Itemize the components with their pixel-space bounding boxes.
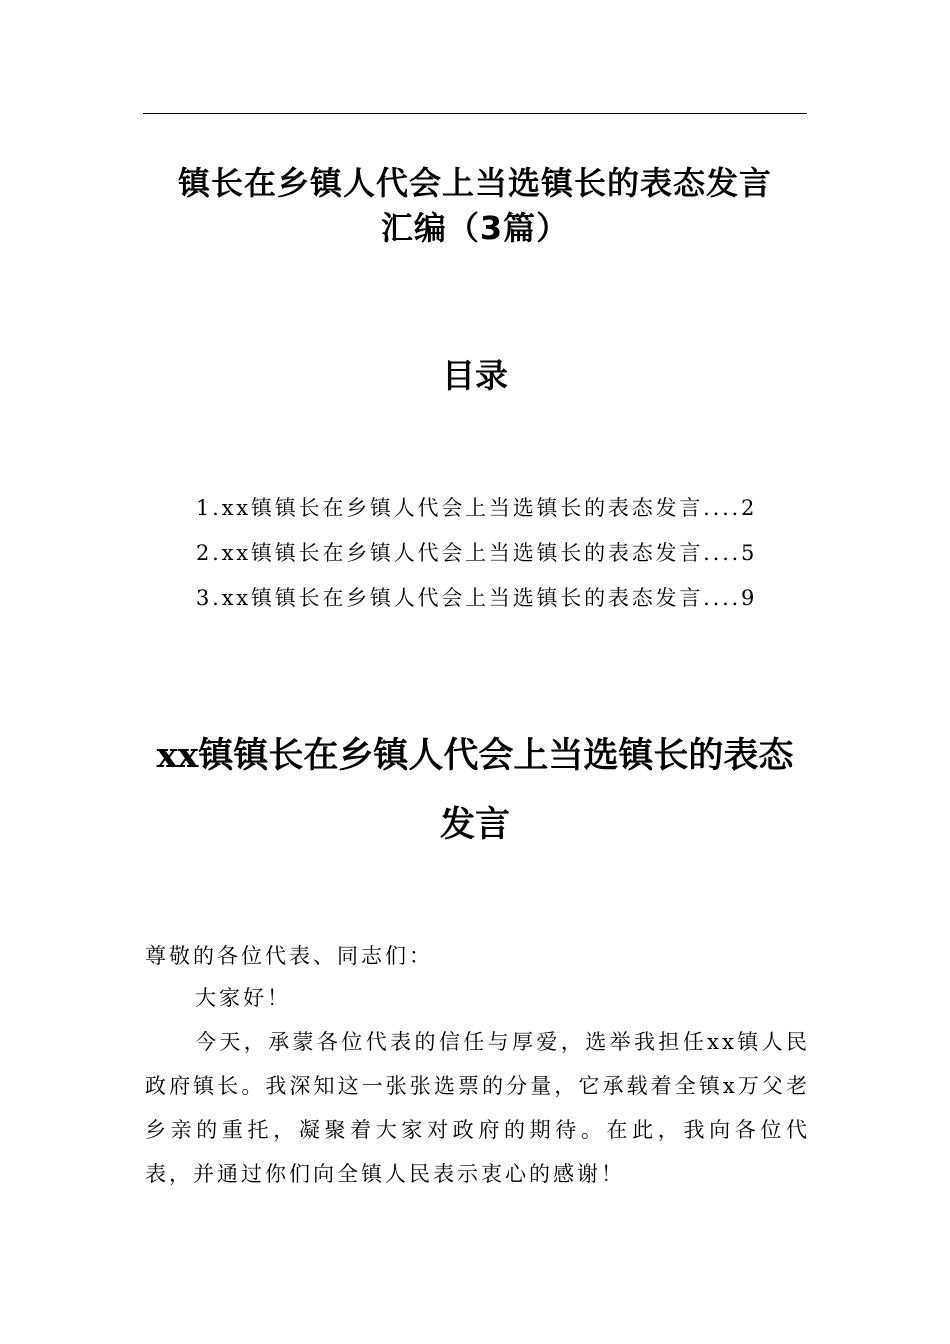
toc-heading: 目录: [442, 356, 508, 395]
document-title-line-1: 镇长在乡镇人代会上当选镇长的表态发言: [177, 164, 772, 202]
section-title-line-1: xx镇镇长在乡镇人代会上当选镇长的表态: [156, 735, 794, 776]
body-paragraph-1: 今天，承蒙各位代表的信任与厚爱，选举我担任xx镇人民政府镇长。我深知这一张张选票的分量，它承载着全镇x万父老乡亲的重托，凝聚着大家对政府的期待。在此，我向各位代表，并通过你们向全镇人民表示衷心的感谢！: [145, 1030, 810, 1186]
greeting: 大家好！: [195, 986, 291, 1010]
toc-entry-3[interactable]: 3.xx镇镇长在乡镇人代会上当选镇长的表态发言....9: [196, 586, 758, 610]
document-title-line-2: 汇编（3篇）: [380, 209, 570, 247]
salutation: 尊敬的各位代表、同志们：: [145, 944, 433, 968]
section-title-line-2: 发言: [439, 804, 510, 845]
header-rule: [143, 113, 807, 114]
toc-entry-1[interactable]: 1.xx镇镇长在乡镇人代会上当选镇长的表态发言....2: [196, 496, 758, 520]
toc-entry-2[interactable]: 2.xx镇镇长在乡镇人代会上当选镇长的表态发言....5: [196, 541, 758, 565]
table-of-contents: [196, 490, 808, 625]
